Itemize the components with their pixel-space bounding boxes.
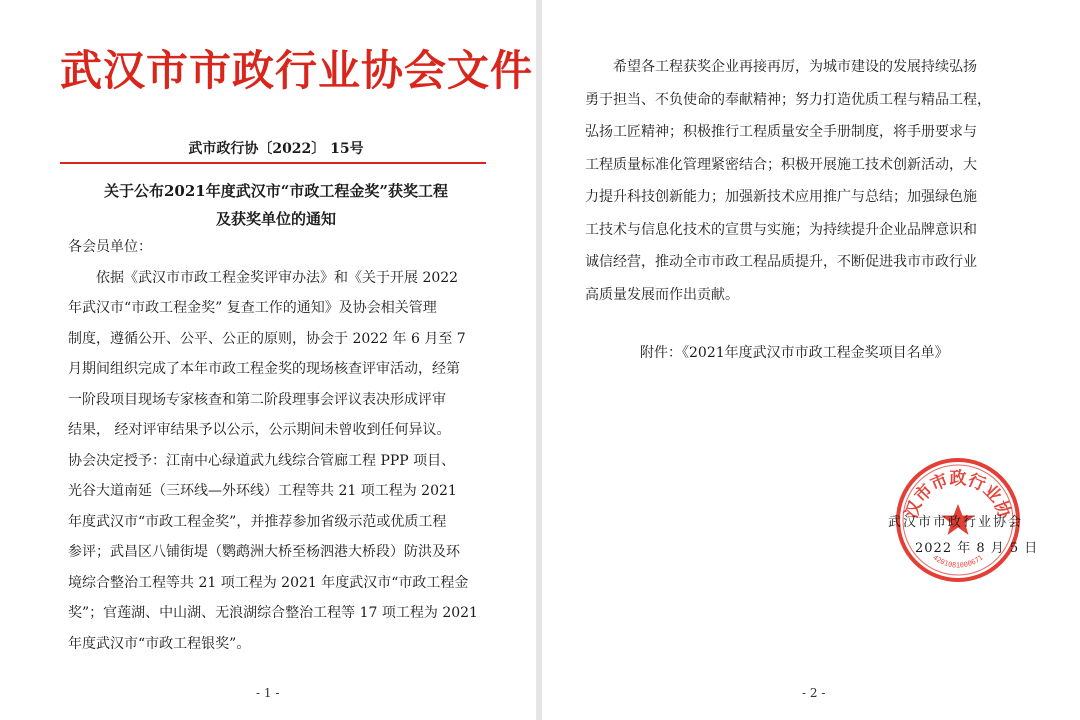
seal-code: 4201081000671 bbox=[931, 553, 985, 570]
body-line: 高质量发展而作出贡献。 bbox=[585, 286, 739, 303]
signature-date: 2022 年 8 月 5 日 bbox=[915, 541, 1039, 556]
body-line: 年武汉市“市政工程金奖” 复查工作的通知》及协会相关管理 bbox=[68, 300, 437, 316]
body-line: 协会决定授予：江南中心绿道武九线综合管廊工程 PPP 项目、 bbox=[68, 452, 456, 469]
document-number: 武市政行协〔2022〕 15号 bbox=[188, 141, 364, 157]
body-line: 诚信经营，推动全市市政工程品质提升，不断促进我市市政行业 bbox=[585, 254, 977, 270]
body-line: 年度武汉市“市政工程金奖”，并推荐参加省级示范或优质工程 bbox=[68, 513, 447, 530]
body-line: 结果， 经对评审结果予以公示，公示期间未曾收到任何异议。 bbox=[68, 422, 451, 438]
red-divider-line bbox=[60, 162, 486, 164]
body-line: 力提升科技创新能力；加强新技术应用推广与总结；加强绿色施 bbox=[585, 189, 977, 205]
body-line: 各会员单位： bbox=[68, 239, 152, 255]
body-line: 月期间组织完成了本年市政工程金奖的现场核查评审活动，经第 bbox=[68, 361, 460, 377]
body-line: 弘扬工匠精神；积极推行工程质量安全手册制度，将手册要求与 bbox=[585, 124, 977, 140]
body-line: 光谷大道南延（三环线—外环线）工程等共 21 项工程为 2021 bbox=[68, 483, 457, 499]
body-line: 奖”；官莲湖、中山湖、无浪湖综合整治工程等 17 项工程为 2021 bbox=[68, 605, 478, 621]
attachment-note: 附件：《2021年度武汉市市政工程金奖项目名单》 bbox=[640, 345, 949, 361]
seal-text: 汉市市政行业协 bbox=[901, 469, 1015, 522]
body-line: 参评；武昌区八铺街堤（鹦鹉洲大桥至杨泗港大桥段）防洪及环 bbox=[68, 544, 460, 560]
document-header: 武汉市市政行业协会文件 bbox=[60, 46, 534, 95]
document-page-1 bbox=[0, 0, 536, 720]
page-2-body bbox=[585, 58, 1025, 318]
body-line: 勇于担当、不负使命的奉献精神；努力打造优质工程与精品工程， bbox=[585, 91, 991, 108]
svg-text:4201081000671 bbox=[931, 554, 984, 570]
body-line: 希望各工程获奖企业再接再厉，为城市建设的发展持续弘扬 bbox=[585, 59, 977, 75]
body-line: 年度武汉市“市政工程银奖”。 bbox=[68, 635, 251, 652]
page-number: - 1 - bbox=[256, 686, 280, 700]
body-line: 一阶段项目现场专家核查和第二阶段理事会评议表决形成评审 bbox=[68, 391, 446, 408]
notice-title-line-2: 及获奖单位的通知 bbox=[215, 210, 336, 228]
body-line: 工程质量标准化管理紧密结合；积极开展施工技术创新活动，大 bbox=[585, 156, 977, 173]
body-line: 境综合整治工程等共 21 项工程为 2021 年度武汉市“市政工程金 bbox=[68, 574, 469, 591]
page-number: - 2 - bbox=[802, 686, 826, 700]
page-1-body bbox=[68, 238, 488, 665]
body-line: 依据《武汉市市政工程金奖评审办法》和《关于开展 2022 bbox=[68, 269, 459, 286]
signature-organization: 武汉市市政行业协会 bbox=[888, 515, 1024, 530]
body-line: 工技术与信息化技术的宣贯与实施；为持续提升企业品牌意识和 bbox=[585, 221, 977, 238]
body-line: 制度，遵循公开、公平、公正的原则，协会于 2022 年 6 月至 7 bbox=[68, 330, 466, 347]
notice-title-line-1: 关于公布2021年度武汉市“市政工程金奖”获奖工程 bbox=[103, 182, 448, 200]
